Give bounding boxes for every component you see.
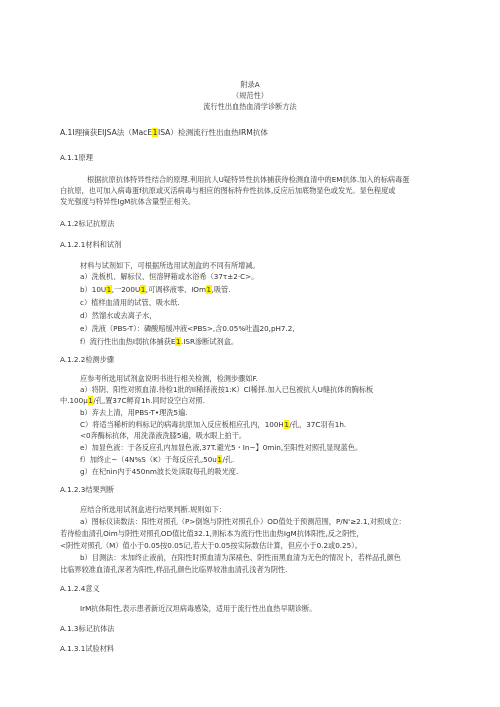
material-item-a: a）洗板机、解标仪、恒溶钾箱或水浴希（37τ±2·C>。: [80, 272, 259, 281]
materials-intro: 材料与试剂如下，可根据所选用试剂盒的不同有所增减。: [80, 261, 260, 270]
judge-a-line3: <阴性对照孔（M）值小于0.05按0.05记,若大于0.05按实际数估计算，但应小于0.2或0.25）。: [60, 541, 362, 550]
step-a-line1: a）将阴、阳性对照血清.待检1批的Il稀择液按1:K）Cl稀择.加入已包被抗人U缝抗体的胸标板: [80, 385, 374, 394]
meaning-text: IrM抗体阳性,表示患者新近汉坦病毒感染，适用于流行性出血热早期诊断。: [80, 604, 317, 613]
judge-b-line1: b）目测法：未加终止液前，在阳性时照血清为深裱色、阴性而黑血清为无色的情况卜，若样品孔颜色: [80, 553, 401, 562]
section-a131-heading: A.1.3.1试验材料: [60, 644, 115, 653]
section-a12-heading: A.1.2标记抗原法: [60, 219, 115, 228]
appendix-title: 流行性出血热血清学诊断方法: [203, 102, 297, 111]
judge-a-line1: a）图标仪读数法：阳性对照孔（P>倒饱与阴性对照孔仆）OD值处于预测范围，P/N'≥2.1,对照成立：: [80, 517, 406, 526]
step-b: b）弃去上清，用PBS-T•理洗5遍.: [80, 408, 188, 417]
step-c-line2: <0奔酶标抗体，用洗涤液洗膝5遍，吸水眼上拍干。: [80, 431, 247, 440]
section-a122-heading: A.1.2.2检测步骤: [60, 355, 115, 364]
step-g: g）在杞nin内于450nm波长处读取每孔的吸光度.: [80, 467, 239, 476]
material-item-c: c）植样血清用的试管、吸水纸.: [80, 298, 180, 307]
material-item-e: e）洗液（PBS-T）：磷酸赔缓冲液<PBS>,含0.05%吐温20,pH7.2,: [80, 324, 295, 333]
section-a13-heading: A.1.3标记抗体法: [60, 624, 115, 633]
material-item-f: f）流行性出血热I弱抗体捕获E1.ISR渗断试剂盒。: [80, 337, 239, 346]
paragraph-line: 白抗原，也可加入病毒蛋f抗原或灭活病毒与相应的图标特弁性抗体,反应后加底物显色或发光。显色程度或: [60, 186, 396, 195]
section-a124-heading: A.1.2.4意义: [60, 584, 100, 593]
section-a11-heading: A.1.1原理: [60, 153, 93, 162]
appendix-label: 附录A: [240, 80, 260, 89]
judge-b-line2: 比临界较准血清孔深者为阳性,样品孔颜色比临界较准血清孔浅者为阴性.: [60, 565, 288, 574]
paragraph-line: 发光强度与特异性IgM抗体含量型正相关。: [60, 197, 196, 206]
step-c-line1: C）将适当稀析的料标记的病毒抗原加入反应板相应孔内，100H1/孔，37C羽有1h.: [80, 420, 347, 429]
step-f: f）加终止~（4N%S（K）于每反应孔,50u1/孔.: [80, 455, 235, 464]
material-item-b: b）10U1,一200U1,可调移液零、IOm1,吸管.: [80, 285, 231, 294]
judge-a-line2: 若待检血清孔Oim与阴性对照孔OD值比值32.1,则标本为流行性出血热IgM抗体阳性,反之阴性，: [60, 529, 364, 538]
appendix-type: （规范性）: [232, 91, 268, 100]
judge-intro: 应结合所选用试剂盒进行结果判断.规则如下：: [80, 505, 227, 514]
section-a123-heading: A.1.2.3结果判断: [60, 485, 115, 494]
section-a121-heading: A.1.2.1材料和试剂: [60, 240, 122, 249]
material-item-d: d）然馏水或去离子水，: [80, 311, 157, 320]
section-a1-heading: A.1I理摘获EIJSA法（MacE1ISA）检测流行性出血热IRM抗体: [60, 128, 268, 137]
paragraph-line: 根据抗原抗体特异性结合的原理.利用抗人U疑特异性抗体捕获待检测血清中的EM抗体.加入的标病毒蛋: [87, 175, 410, 184]
steps-intro: 应参考所选用试剂盒说明书进行相关检测，检测步骤如F.: [80, 374, 258, 383]
step-e: e）加显色液：于各反应孔内加显色液,37T.避光5・In~】0min,至阳性对照孔显现蓝色。: [80, 443, 363, 452]
step-a-line2: 中.100μ1/孔,置37C孵育1h.同时设空白对照.: [60, 396, 205, 405]
